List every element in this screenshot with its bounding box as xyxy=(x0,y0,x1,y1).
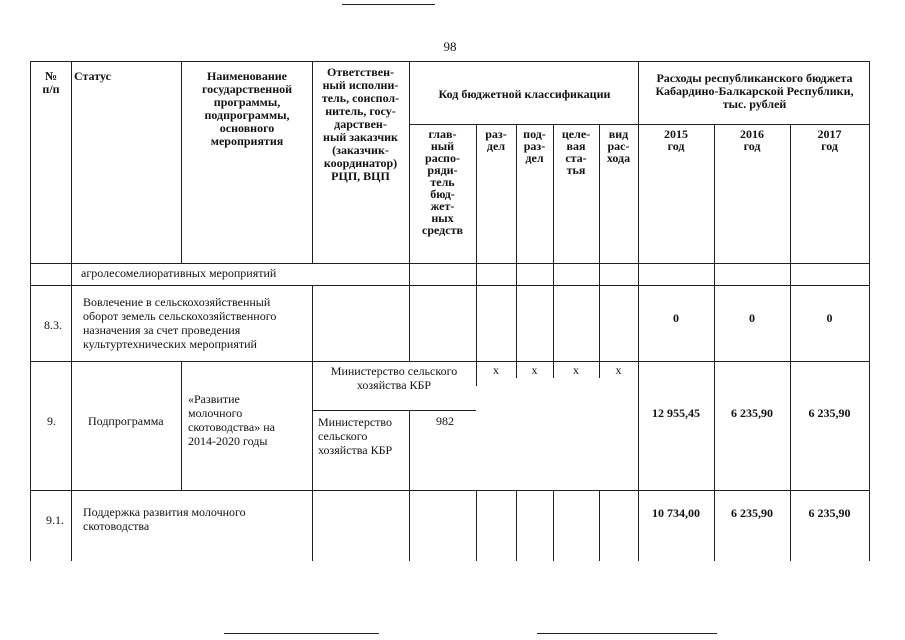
table-top-border xyxy=(30,61,869,62)
row-continuation-name: агролесомелиоративных мероприятий xyxy=(81,266,277,280)
row-8-3-name: Вовлечение в сельскохозяйственный оборот земель сельскохозяйственного назначения за счет проведения культуртехнических мероприятий xyxy=(83,295,277,351)
row-9-1-number: 9.1. xyxy=(46,513,64,527)
row-8-3-2016: 0 xyxy=(749,311,755,325)
col-border-name-row3 xyxy=(312,361,313,490)
row-8-3-number: 8.3. xyxy=(44,318,62,332)
header-code-razdel: раз- дел xyxy=(485,127,507,153)
row-9-responsible-1: Министерство сельского хозяйства КБР xyxy=(330,364,458,392)
col-border-razdel-row4 xyxy=(516,490,517,561)
col-border-status-row3 xyxy=(181,361,182,490)
header-status: Статус xyxy=(74,69,111,83)
col-border-main-row4 xyxy=(476,490,477,561)
header-code-podrazdel: под- раз- дел xyxy=(523,127,546,165)
row-9-code-x-podrazdel: х xyxy=(531,363,538,377)
col-border-2015 xyxy=(714,124,715,561)
col-border-no xyxy=(71,61,72,561)
row-9-2017: 6 235,90 xyxy=(808,406,851,420)
row3-bottom-border xyxy=(30,490,869,491)
header-year-2015: 2015 год xyxy=(664,127,688,153)
header-year-2016: 2016 год xyxy=(740,127,764,153)
header-subline-code xyxy=(409,124,638,125)
row-9-responsible-2: Министерство сельского хозяйства КБР xyxy=(318,415,393,457)
col-border-main xyxy=(476,124,477,386)
row-9-code-main: 982 xyxy=(436,414,454,428)
row-9-1-2017: 6 235,90 xyxy=(808,506,851,520)
header-code-celevaya: целе- вая ста- тья xyxy=(561,127,591,177)
row-9-name: «Развитие молочного скотоводства» на 2014-2020 годы xyxy=(188,392,275,448)
row-9-code-x-vid: х xyxy=(615,363,622,377)
header-expenses: Расходы республиканского бюджета Кабардино-Балкарской Республики, тыс. рублей xyxy=(655,71,854,111)
col-border-2016 xyxy=(790,124,791,561)
row-9-2015: 12 955,45 xyxy=(652,406,700,420)
row3-inner-line xyxy=(312,410,476,411)
scan-line-bottom-right xyxy=(537,633,717,634)
header-code-main: глав- ный распо- ряди- тель бюд- жет- ных средств xyxy=(422,127,463,237)
row-9-code-x-razdel: х xyxy=(493,363,499,377)
col-border-status xyxy=(181,61,182,263)
row-9-1-2016: 6 235,90 xyxy=(731,506,773,520)
row-9-code-x-celevaya: х xyxy=(573,363,579,377)
scan-line-top xyxy=(342,4,435,5)
col-border-resp-row3 xyxy=(409,410,410,490)
row-9-number: 9. xyxy=(47,414,56,428)
row-9-status: Подпрограмма xyxy=(88,414,164,428)
col-border-podrazdel-row4 xyxy=(553,490,554,561)
col-border-resp-row4 xyxy=(409,490,410,561)
header-responsible: Ответствен- ный исполни- тель, соиспол- нитель, госу- дарствен- ный заказчик (заказчик- координатор) РЦП, ВЦП xyxy=(321,65,400,183)
row2-bottom-border xyxy=(30,361,869,362)
row-9-1-2015: 10 734,00 xyxy=(652,506,700,520)
row1-bottom-border xyxy=(30,285,869,286)
col-border-name-row2 xyxy=(312,285,313,361)
header-no: № п/п xyxy=(42,69,60,96)
col-border-left xyxy=(30,61,31,561)
header-budget-code: Код бюджетной классификации xyxy=(438,87,611,101)
row-8-3-2017: 0 xyxy=(826,311,833,325)
row-9-1-name: Поддержка развития молочного скотоводства xyxy=(83,505,246,533)
col-border-resp-row2 xyxy=(409,285,410,361)
scan-line-bottom-left xyxy=(224,633,379,634)
col-border-celevaya-row4 xyxy=(599,490,600,561)
col-border-right xyxy=(869,61,870,561)
row-9-2016: 6 235,90 xyxy=(731,406,773,420)
header-subline-expenses xyxy=(638,124,869,125)
col-border-name-row4 xyxy=(312,490,313,561)
header-year-2017: 2017 год xyxy=(817,127,842,153)
page-number: 98 xyxy=(443,39,457,54)
header-bottom-border xyxy=(30,263,869,264)
header-code-vid: вид рас- хода xyxy=(606,127,631,165)
row-8-3-2015: 0 xyxy=(673,311,679,325)
header-name: Наименование государственной программы, подпрограммы, основного мероприятия xyxy=(201,69,293,148)
